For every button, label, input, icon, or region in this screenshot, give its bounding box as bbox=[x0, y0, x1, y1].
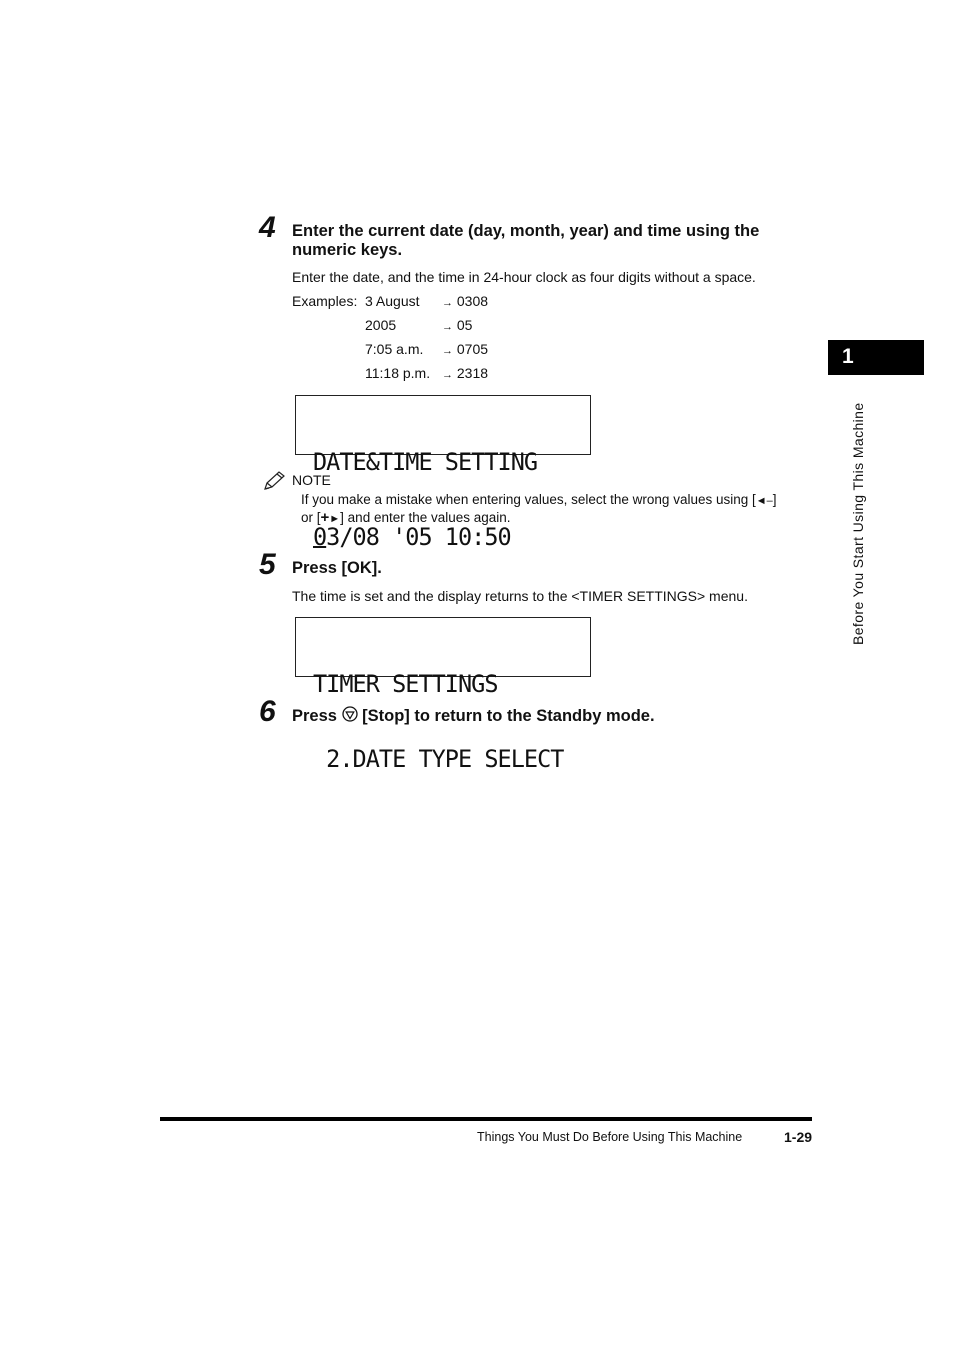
lcd-line: 2.DATE TYPE SELECT bbox=[313, 745, 564, 773]
note-text-part: If you make a mistake when entering values, select the wrong values using [ bbox=[301, 492, 756, 507]
examples-label: Examples: bbox=[292, 293, 358, 309]
example-result bbox=[442, 317, 472, 336]
step-title bbox=[292, 222, 812, 260]
lcd-line bbox=[313, 525, 584, 550]
chapter-side-title: Before You Start Using This Machine bbox=[850, 402, 866, 645]
step-number: 5 bbox=[259, 548, 276, 581]
example-result bbox=[442, 365, 488, 384]
lcd-line: DATE&TIME SETTING bbox=[313, 448, 538, 476]
example-input: 2005 bbox=[365, 317, 397, 333]
arrow-right-icon: → bbox=[442, 345, 453, 357]
step-number: 6 bbox=[259, 695, 276, 728]
example-result-value: 0705 bbox=[456, 341, 489, 357]
arrow-right-icon: → bbox=[442, 297, 453, 309]
page-number: 1-29 bbox=[784, 1129, 813, 1145]
example-input: 3 August bbox=[365, 293, 420, 309]
step-description: The time is set and the display returns to the <TIMER SETTINGS> menu. bbox=[292, 588, 748, 604]
lcd-line: TIMER SETTINGS bbox=[313, 670, 498, 698]
lcd-line-rest: 3/08 '05 10:50 bbox=[326, 523, 511, 551]
step-title bbox=[292, 706, 655, 727]
note-text bbox=[301, 492, 811, 527]
example-result bbox=[442, 293, 488, 312]
note-text-part: ] and enter the values again. bbox=[340, 509, 511, 525]
note-pencil-icon bbox=[262, 470, 288, 497]
chapter-tab bbox=[828, 340, 924, 375]
example-result-value: 05 bbox=[456, 317, 473, 333]
lcd-cursor: 0 bbox=[313, 523, 327, 551]
chapter-number: 1 bbox=[842, 345, 854, 368]
step-number: 4 bbox=[259, 211, 276, 244]
note-line bbox=[301, 510, 811, 528]
step-description: Enter the date, and the time in 24-hour clock as four digits without a space. bbox=[292, 269, 756, 285]
step-title-line: Enter the current date (day, month, year) and time using the bbox=[292, 222, 760, 240]
example-result-value: 2318 bbox=[456, 365, 489, 381]
note-text-part: ] bbox=[772, 492, 777, 507]
step-title-part: [Stop] to return to the Standby mode. bbox=[362, 706, 655, 725]
note-line bbox=[301, 492, 811, 510]
note-label: NOTE bbox=[292, 472, 331, 488]
example-input: 11:18 p.m. bbox=[365, 365, 431, 381]
left-minus-key-icon: ◄‒ bbox=[755, 495, 773, 507]
step-title-part: Press bbox=[292, 706, 337, 725]
arrow-right-icon: → bbox=[442, 369, 453, 381]
footer-rule bbox=[160, 1117, 812, 1121]
stop-icon bbox=[342, 706, 358, 727]
example-input: 7:05 a.m. bbox=[365, 341, 424, 357]
arrow-right-icon: → bbox=[442, 321, 453, 333]
example-result bbox=[442, 341, 488, 360]
note-text-part: or [ bbox=[301, 509, 321, 525]
step-title: Press [OK]. bbox=[292, 559, 382, 577]
example-result-value: 0308 bbox=[456, 293, 489, 309]
footer-section-title: Things You Must Do Before Using This Machine bbox=[477, 1130, 743, 1144]
step-title-line: numeric keys. bbox=[292, 241, 403, 259]
plus-right-key-icon: +► bbox=[320, 508, 341, 526]
